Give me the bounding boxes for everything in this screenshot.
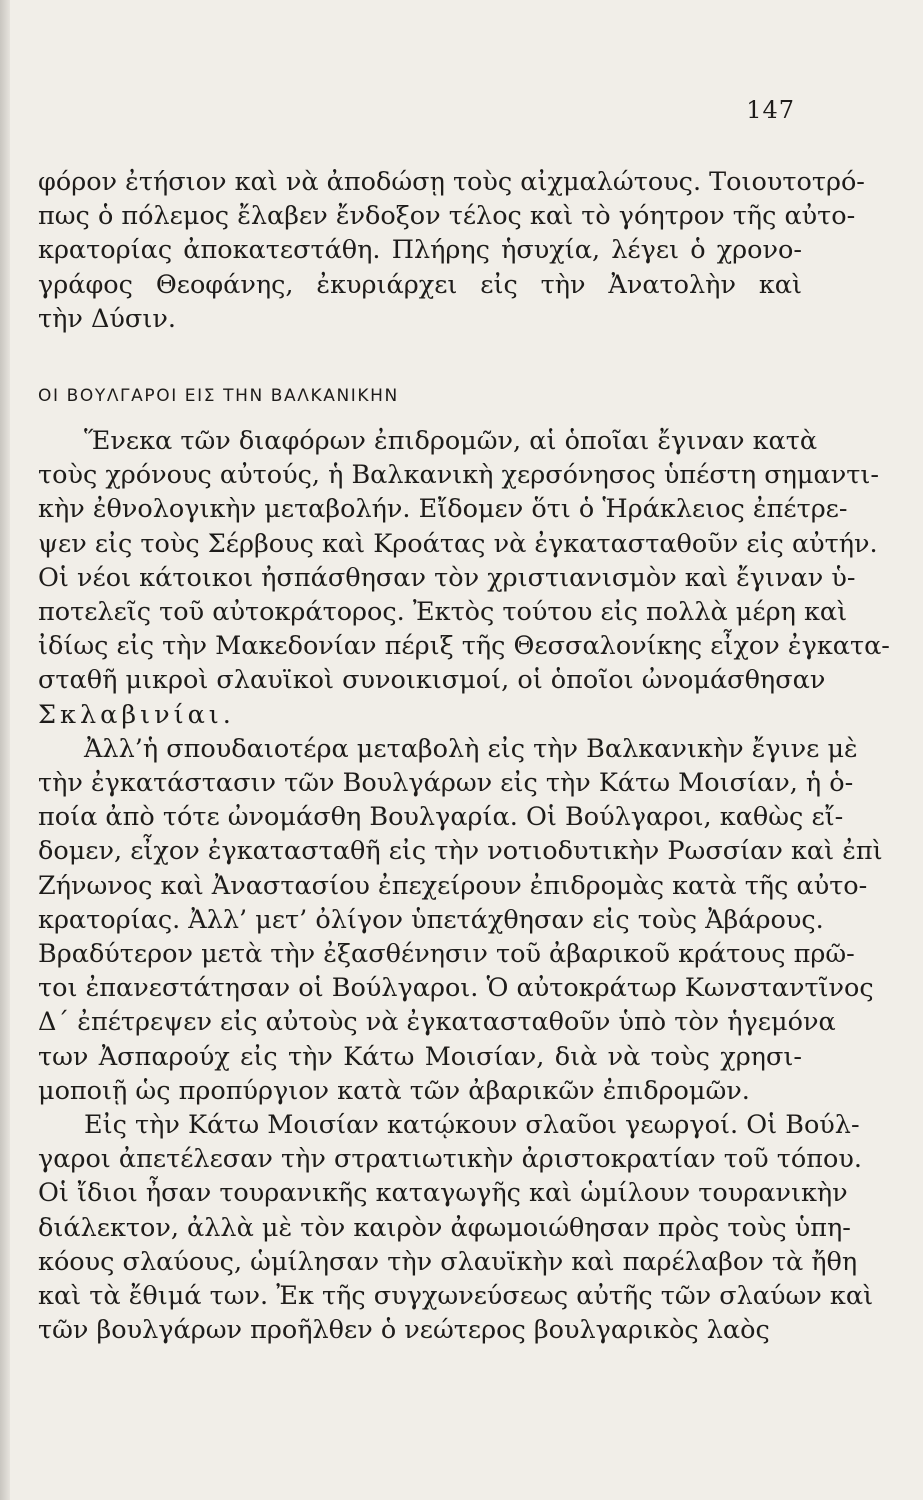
text-line: ψεν εἰς τοὺς Σέρβους καὶ Κροάτας νὰ ἐγκατασταθοῦν εἰς αὐτήν.	[38, 528, 878, 559]
text-line: Βραδύτερον μετὰ τὴν ἐξασθένησιν τοῦ ἀβαρικοῦ κράτους πρῶ-	[38, 939, 855, 970]
text-line: κόους σλαύους, ὡμίλησαν τὴν σλαυϊκὴν καὶ παρέλαβον τὰ ἤθη	[38, 1246, 858, 1277]
text-line: των Ἀσπαρούχ εἰς τὴν Κάτω Μοισίαν, διὰ νὰ τοὺς χρησι-	[38, 1041, 802, 1072]
text-line: τοὺς χρόνους αὐτούς, ἡ Βαλκανικὴ χερσόνησος ὑπέστη σημαντι-	[38, 460, 879, 491]
text-line: μοποιῇ ὡς προπύργιον κατὰ τῶν ἀβαρικῶν ἐπιδρομῶν.	[38, 1075, 750, 1106]
text-line: κρατορίας ἀποκατεστάθη. Πλήρης ἡσυχία, λέγει ὁ χρονο-	[38, 235, 802, 266]
section-body	[38, 424, 890, 1347]
text-line: τὴν ἐγκατάστασιν τῶν Βουλγάρων εἰς τὴν Κάτω Μοισίαν, ἡ ὁ-	[38, 768, 854, 799]
text-line: πως ὁ πόλεμος ἔλαβεν ἔνδοξον τέλος καὶ τὸ γόητρον τῆς αὐτο-	[38, 201, 856, 232]
text-line: τὴν Δύσιν.	[38, 303, 176, 334]
text-line: διάλεκτον, ἀλλὰ μὲ τὸν καιρὸν ἀφωμοιώθησαν πρὸς τοὺς ὑπη-	[38, 1212, 851, 1243]
text-line: καὶ τὰ ἔθιμά των. Ἐκ τῆς συγχωνεύσεως αὐτῆς τῶν σλαύων καὶ	[38, 1281, 874, 1312]
text-line: ποτελεῖς τοῦ αὐτοκράτορος. Ἐκτὸς τούτου εἰς πολλὰ μέρη καὶ	[38, 597, 848, 628]
text-line: Ἕνεκα τῶν διαφόρων ἐπιδρομῶν, αἱ ὁποῖαι ἔγιναν κατὰ	[84, 426, 818, 456]
text-line: Οἱ νέοι κάτοικοι ἠσπάσθησαν τὸν χριστιανισμὸν καὶ ἔγιναν ὑ-	[38, 562, 856, 593]
text-line: Ἀλλ’ἡ σπουδαιοτέρα μεταβολὴ εἰς τὴν Βαλκανικὴν ἔγινε μὲ	[84, 733, 858, 764]
text-line: γράφος Θεοφάνης, ἐκυριάρχει εἰς τὴν Ἀνατολὴν καὶ	[38, 269, 802, 300]
section-heading: ΟΙ ΒΟΥΛΓΑΡΟΙ ΕΙΣ ΤΗΝ ΒΑΛΚΑΝΙΚΗΝ	[38, 386, 399, 406]
text-line: φόρον ἐτήσιον καὶ νὰ ἀποδώσῃ τοὺς αἰχμαλώτους. Τοιουτοτρό-	[38, 167, 865, 197]
text-line: Εἰς τὴν Κάτω Μοισίαν κατῴκουν σλαῦοι γεωργοί. Οἱ Βούλ-	[84, 1110, 860, 1141]
text-line: Σκλαβινίαι.	[38, 699, 235, 730]
page-number: 147	[746, 96, 795, 124]
text-line: Οἱ ἴδιοι ἦσαν τουρανικῆς καταγωγῆς καὶ ὡμίλουν τουρανικὴν	[38, 1178, 848, 1209]
text-line: τῶν βουλγάρων προῆλθεν ὁ νεώτερος βουλγαρικὸς λαὸς	[38, 1315, 770, 1346]
text-line: σταθῆ μικροὶ σλαυϊκοὶ συνοικισμοί, οἱ ὁποῖοι ὠνομάσθησαν	[38, 665, 826, 696]
text-line: τοι ἐπανεστάτησαν οἱ Βούλγαροι. Ὁ αὐτοκράτωρ Κωνσταντῖνος	[38, 973, 874, 1004]
text-line: ποία ἀπὸ τότε ὠνομάσθη Βουλγαρία. Οἱ Βούλγαροι, καθὼς εἴ-	[38, 802, 844, 833]
text-line: ἰδίως εἰς τὴν Μακεδονίαν πέριξ τῆς Θεσσαλονίκης εἶχον ἐγκατα-	[38, 631, 890, 662]
text-line: γαροι ἀπετέλεσαν τὴν στρατιωτικὴν ἀριστοκρατίαν τοῦ τόπου.	[38, 1144, 862, 1175]
text-line: Δ΄ ἐπέτρεψεν εἰς αὐτοὺς νὰ ἐγκατασταθοῦν ὑπὸ τὸν ἡγεμόνα	[38, 1007, 836, 1038]
text-line: κρατορίας. Ἀλλ’ μετ’ ὀλίγον ὑπετάχθησαν εἰς τοὺς Ἀβάρους.	[38, 904, 824, 935]
text-line: Ζήνωνος καὶ Ἀναστασίου ἐπεχείρουν ἐπιδρομὰς κατὰ τῆς αὐτο-	[38, 870, 868, 901]
intro-paragraph	[38, 165, 865, 336]
scan-edge	[0, 0, 10, 1500]
text-line: δομεν, εἶχον ἐγκατασταθῆ εἰς τὴν νοτιοδυτικὴν Ρωσσίαν καὶ ἐπὶ	[38, 836, 883, 867]
text-line: κὴν ἐθνολογικὴν μεταβολήν. Εἴδομεν ὅτι ὁ Ἡράκλειος ἐπέτρε-	[38, 494, 848, 525]
